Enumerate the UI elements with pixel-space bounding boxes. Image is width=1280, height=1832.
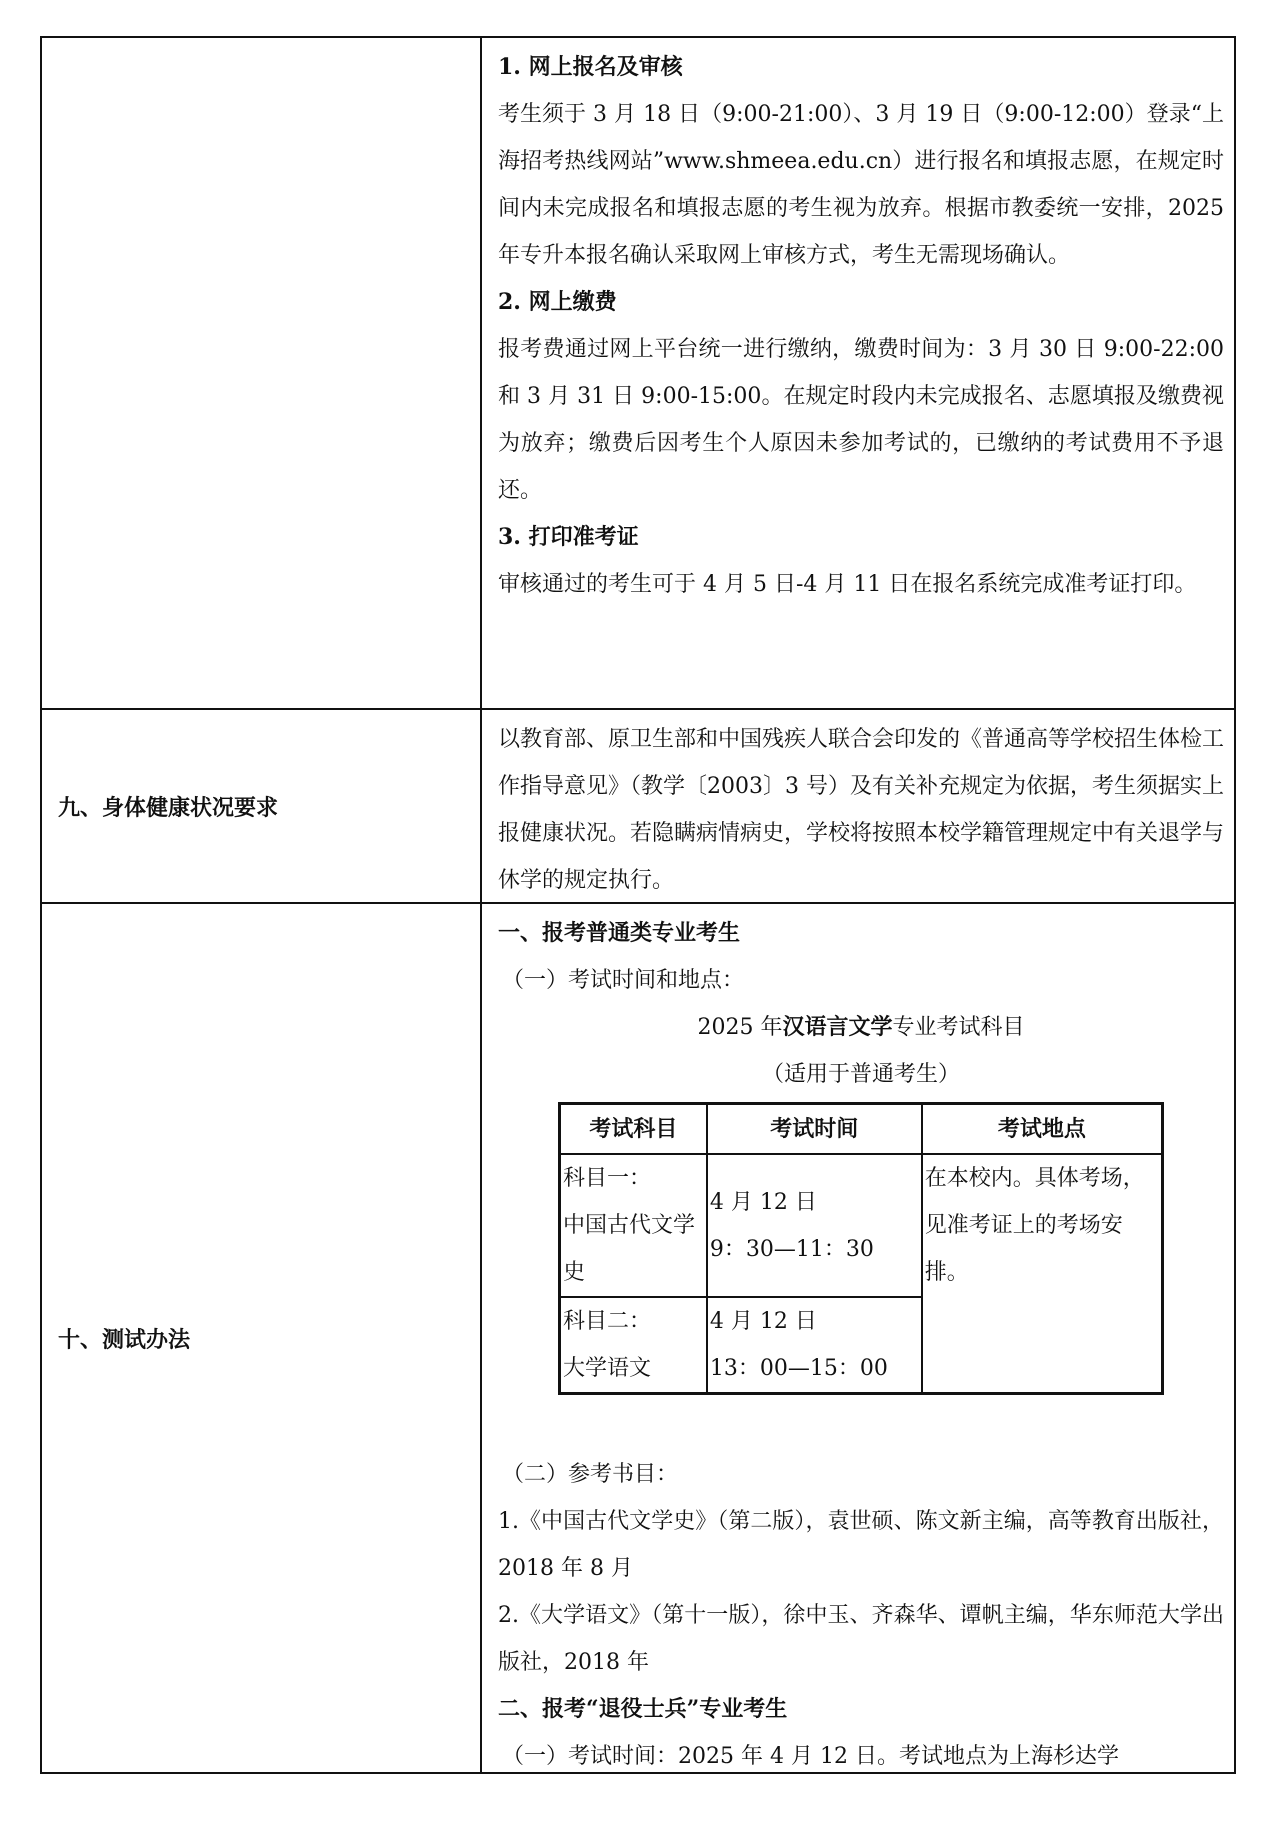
time-cell-1 [707,1154,922,1297]
spacer [498,1395,1224,1451]
time-date-1: 4 月 12 日 [709,1189,817,1215]
item-heading-3: 3. 打印准考证 [498,524,639,550]
row-registration [42,38,1234,710]
time-range-1: 9：30—11：30 [709,1236,874,1262]
sub-heading-books: （二）参考书目： [502,1462,679,1487]
item-text-1: 考生须于 3 月 18 日（9:00-21:00）、3 月 19 日（9:00-12:00）登录“上海招考热线网站”www.shmeea.edu.cn）进行报名和填报志愿，在规定时间内未完成报名和填报志愿的考生视为放弃。根据市教委统一安排，2025 年专升本报名确认采取网上审核方式，考生无需现场确认。 [498,102,1224,268]
row-content-test-method [482,904,1234,1772]
subject-cell-2 [560,1297,707,1394]
section1-heading: 一、报考普通类专业考生 [498,920,741,946]
row-label-test-method: 十、测试办法 [42,904,482,1772]
exam-table-title-prefix: 2025 年 [697,1015,783,1040]
exam-schedule-table [558,1102,1164,1395]
subject-name-2: 大学语文 [563,1356,652,1381]
time-range-2: 13：00—15：00 [709,1356,888,1381]
subject-label-2: 科目二： [563,1309,652,1334]
row-content-health [482,710,1234,902]
location-cell: 在本校内。具体考场，见准考证上的考场安排。 [922,1154,1163,1394]
item-heading-1: 1. 网上报名及审核 [498,54,683,80]
col-header-time: 考试时间 [707,1104,922,1155]
requirements-table [40,36,1236,1774]
item-heading-2: 2. 网上缴费 [498,289,617,315]
row-label-empty [42,38,482,708]
row-content-registration [482,38,1234,708]
col-header-subject: 考试科目 [560,1104,707,1155]
row-test-method [42,904,1234,1772]
sub-heading-time-place: （一）考试时间和地点： [502,968,745,993]
subject-cell-1 [560,1154,707,1297]
exam-table-title [498,1004,1224,1051]
time-date-2: 4 月 12 日 [709,1309,817,1334]
col-header-location: 考试地点 [922,1104,1163,1155]
time-cell-2 [707,1297,922,1394]
book-1: 1.《中国古代文学史》（第二版），袁世硕、陈文新主编，高等教育出版社，2018 年 8 月 [498,1509,1224,1581]
exam-table-title-major: 汉语言文学 [782,1014,893,1040]
section2-text: （一）考试时间：2025 年 4 月 12 日。考试地点为上海杉达学 [502,1744,1119,1769]
subject-name-1: 中国古代文学史 [563,1213,696,1285]
row-label-health: 九、身体健康状况要求 [42,710,482,902]
exam-table-header [560,1104,1163,1155]
exam-table-subtitle: （适用于普通考生） [761,1062,960,1087]
subject-label-1: 科目一： [563,1166,652,1191]
item-text-3: 审核通过的考生可于 4 月 5 日-4 月 11 日在报名系统完成准考证打印。 [498,572,1197,597]
health-text: 以教育部、原卫生部和中国残疾人联合会印发的《普通高等学校招生体检工作指导意见》（教学〔2003〕3 号）及有关补充规定为依据，考生须据实上报健康状况。若隐瞒病情病史，学校将按照本校学籍管理规定中有关退学与休学的规定执行。 [498,727,1225,893]
exam-row-1 [560,1154,1163,1297]
book-2: 2.《大学语文》（第十一版），徐中玉、齐森华、谭帆主编，华东师范大学出版社，2018 年 [498,1603,1224,1675]
row-health [42,710,1234,904]
exam-table-title-suffix: 专业考试科目 [892,1015,1025,1040]
section2-heading: 二、报考“退役士兵”专业考生 [498,1696,788,1722]
item-text-2: 报考费通过网上平台统一进行缴纳，缴费时间为：3 月 30 日 9:00-22:00 和 3 月 31 日 9:00-15:00。在规定时段内未完成报名、志愿填报及缴费视为放弃；缴费后因考生个人原因未参加考试的，已缴纳的考试费用不予退还。 [498,337,1224,503]
